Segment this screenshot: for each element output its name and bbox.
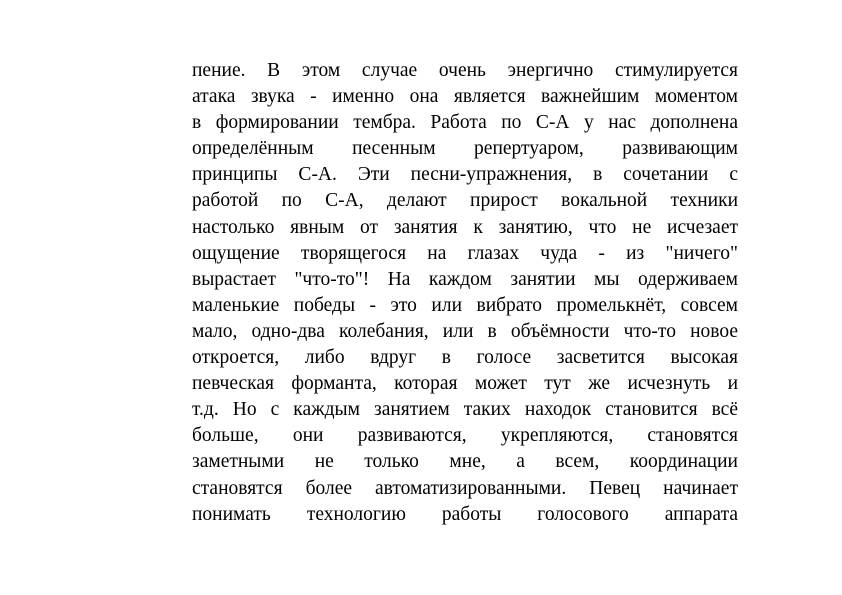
text-line: маленькие победы - это или вибрато промелькнёт, совсем (192, 294, 738, 316)
text-line: пение. В этом случае очень энергично стимулируется (192, 60, 738, 81)
text-line: мало, одно-два колебания, или в объёмности что-то новое (192, 320, 738, 342)
text-line: становятся более автоматизированными. Певец начинает (192, 477, 738, 499)
text-line: вырастает "что-то"! На каждом занятии мы одерживаем (192, 268, 738, 290)
text-line: заметными не только мне, а всем, координации (192, 451, 738, 473)
text-line: понимать технологию работы голосового аппарата (192, 503, 738, 525)
text-line: настолько явным от занятия к занятию, что не исчезает (192, 216, 738, 238)
text-line: атака звука - именно она является важнейшим моментом (192, 86, 738, 108)
text-line: работой по С-А, делают прирост вокальной техники (192, 190, 738, 212)
text-line: принципы С-А. Эти песни-упражнения, в сочетании с (192, 164, 738, 186)
body-text (192, 58, 738, 528)
text-line: определённым песенным репертуаром, развивающим (192, 138, 738, 160)
text-line: в формировании тембра. Работа по С-А у нас дополнена (192, 112, 738, 134)
text-line: певческая форманта, которая может тут же исчезнуть и (192, 373, 738, 395)
text-line: больше, они развиваются, укрепляются, становятся (192, 425, 738, 447)
text-line: ощущение творящегося на глазах чуда - из "ничего" (192, 242, 738, 264)
text-line: т.д. Но с каждым занятием таких находок становится всё (192, 399, 738, 421)
text-line: откроется, либо вдруг в голосе засветится высокая (192, 347, 738, 369)
